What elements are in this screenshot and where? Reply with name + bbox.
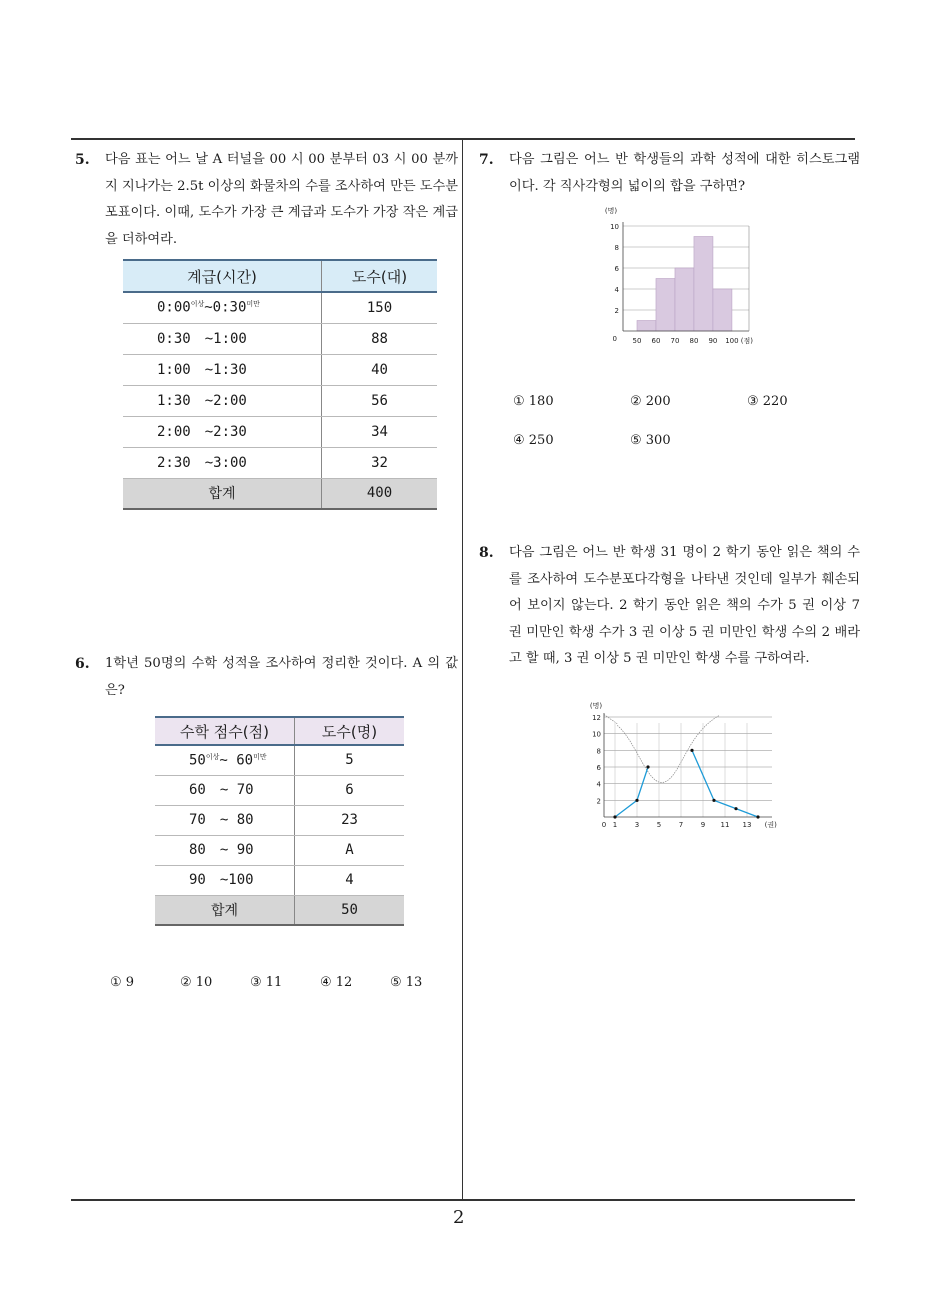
class-interval [155,805,295,835]
interval-start-note: 이상 [205,752,220,761]
table-row [123,354,437,385]
class-interval [123,323,322,354]
interval-start: 50 [189,752,206,769]
interval-start: 60 [189,782,206,798]
data-point [734,807,737,810]
data-point [613,815,616,818]
table-row [123,292,437,323]
histogram-bar [713,289,732,331]
damaged-region-edge [617,715,719,782]
question-number: 7. [479,152,494,168]
interval-start: 0:00 [157,300,191,317]
frequency-cell: 6 [295,775,405,805]
class-interval [123,416,322,447]
y-tick-label: 12 [592,714,601,722]
choice-2[interactable]: ② 200 [630,394,671,409]
x-tick-label: 3 [634,821,640,829]
x-tick-label: 1 [612,821,618,829]
class-interval [123,447,322,478]
interval-end: ~ 80 [219,812,254,828]
table-row [123,416,437,447]
interval-end: ~1:00 [204,330,247,347]
frequency-cell: 88 [322,323,438,354]
polygon-line [615,767,648,817]
y-axis-label: (명) [589,702,603,710]
y-tick-label: 4 [614,286,619,294]
interval-start: 80 [189,842,206,858]
interval-start: 70 [189,812,206,828]
data-point [756,815,759,818]
interval-start-note: 이상 [190,300,205,309]
question-text: 다음 그림은 어느 반 학생 31 명이 2 학기 동안 읽은 책의 수를 조사하여 도수분포다각형을 나타낸 것인데 일부가 훼손되어 보이지 않는다. 2 학기 동안 읽은 책의 수가 5 권 이상 7 권 미만인 학생 수가 3 권 이상 5 권 미만인 학생 수의 2 배라고 할 때, 3 권 이상 5 권 미만인 학생 수를 구하여라. [509,545,860,666]
frequency-cell: 34 [322,416,438,447]
question-text: 1학년 50명의 수학 성적을 조사하여 정리한 것이다. A 의 값은? [105,656,458,698]
x-tick-label: 13 [742,821,752,829]
x-tick-label: 80 [689,337,699,345]
class-interval [155,775,295,805]
interval-end-note: 미만 [253,752,267,761]
class-interval [123,354,322,385]
question-text: 다음 그림은 어느 반 학생들의 과학 성적에 대한 히스토그램이다. 각 직사각형의 넓이의 합을 구하면? [509,152,860,194]
interval-end: ~1:30 [204,361,247,378]
interval-start: 90 [189,872,206,888]
damaged-region-edge [604,715,617,724]
frequency-table-q5 [123,259,437,510]
x-tick-label: 100 [725,337,739,345]
choice-4[interactable]: ④ 12 [320,975,353,990]
interval-end-note: 미만 [246,300,260,309]
y-tick-label: 2 [614,307,619,315]
frequency-cell: 150 [322,292,438,323]
class-interval [155,865,295,895]
histogram-bar [694,237,713,332]
frequency-cell: 23 [295,805,405,835]
total-row [155,895,404,925]
interval-end: ~ 90 [219,842,254,858]
interval-end: ~ 60 [219,752,254,769]
choice-3[interactable]: ③ 220 [747,394,788,409]
y-tick-label: 0 [612,335,617,343]
y-tick-label: 6 [596,764,601,772]
histogram-bar [656,279,675,332]
interval-start: 2:30 [157,454,191,471]
page-number: 2 [453,1207,465,1228]
question-8 [479,540,860,673]
y-tick-label: 2 [596,797,601,806]
x-tick-label: 7 [678,821,684,829]
total-label: 합계 [155,895,295,925]
histogram-bar [675,268,694,331]
table-header: 계급(시간) [123,260,322,292]
table-header: 도수(대) [322,260,438,292]
class-interval [123,385,322,416]
table-row [123,447,437,478]
choice-4[interactable]: ④ 250 [513,433,554,448]
x-axis-label: (권) [764,821,777,829]
interval-start: 2:00 [157,423,191,440]
total-row [123,478,437,509]
data-point [712,799,715,802]
x-tick-label: 9 [700,821,706,829]
table-row [123,323,437,354]
table-row [155,835,404,865]
class-interval [123,292,322,323]
x-tick-label: 90 [708,337,718,345]
x-tick-label: 50 [632,337,642,345]
interval-start: 0:30 [157,330,191,347]
y-axis-label: (명) [604,207,618,215]
choice-2[interactable]: ② 10 [180,975,213,990]
histogram-bar [637,321,656,332]
total-value: 400 [322,478,438,509]
question-6 [75,651,458,704]
frequency-table-q6 [155,716,404,926]
question-7 [479,147,860,200]
column-divider [462,138,463,1200]
y-tick-label: 10 [592,730,601,739]
interval-end: ~3:00 [204,454,247,471]
choice-1[interactable]: ① 9 [110,975,135,990]
interval-end: ~0:30 [204,300,247,317]
class-interval [155,835,295,865]
frequency-cell: 40 [322,354,438,385]
interval-end: ~100 [219,872,254,888]
table-header: 도수(명) [295,717,405,745]
x-axis-label: (점) [740,337,754,345]
question-number: 8. [479,545,494,561]
histogram-chart [598,200,770,350]
table-row [155,805,404,835]
frequency-polygon-chart [580,700,785,835]
choice-3[interactable]: ③ 11 [250,975,283,990]
choice-5[interactable]: ⑤ 13 [390,975,423,990]
data-point [635,799,638,802]
table-header: 수학 점수(점) [155,717,295,745]
frequency-cell: A [295,835,405,865]
y-tick-label: 8 [614,244,619,252]
y-tick-label: 4 [596,780,601,789]
table-row [123,385,437,416]
frequency-cell: 5 [295,745,405,775]
class-interval [155,745,295,775]
x-tick-label: 60 [651,337,661,345]
data-point [690,749,693,752]
frequency-cell: 56 [322,385,438,416]
y-tick-label: 6 [614,265,619,273]
x-tick-label: 5 [656,821,662,829]
frequency-cell: 4 [295,865,405,895]
frequency-cell: 32 [322,447,438,478]
choice-1[interactable]: ① 180 [513,394,554,409]
interval-end: ~2:30 [204,423,247,440]
question-5 [75,147,458,253]
table-row [155,865,404,895]
table-row [155,745,404,775]
question-number: 6. [75,656,90,672]
interval-start: 1:00 [157,361,191,378]
question-number: 5. [75,152,90,168]
x-tick-label: 70 [670,337,680,345]
total-label: 합계 [123,478,322,509]
data-point [646,765,649,768]
question-text: 다음 표는 어느 날 A 터널을 00 시 00 분부터 03 시 00 분까지 지나가는 2.5t 이상의 화물차의 수를 조사하여 만든 도수분포표이다. 이때, 도수가 가장 큰 계급과 도수가 가장 작은 계급을 더하여라. [105,152,458,247]
interval-end: ~2:00 [204,392,247,409]
x-tick-label: 11 [720,821,730,829]
interval-start: 1:30 [157,392,191,409]
table-row [155,775,404,805]
x-tick-label: 0 [601,821,607,829]
total-value: 50 [295,895,405,925]
interval-end: ~ 70 [219,782,254,798]
choice-5[interactable]: ⑤ 300 [630,433,671,448]
y-tick-label: 8 [596,747,601,756]
y-tick-label: 10 [610,223,619,231]
